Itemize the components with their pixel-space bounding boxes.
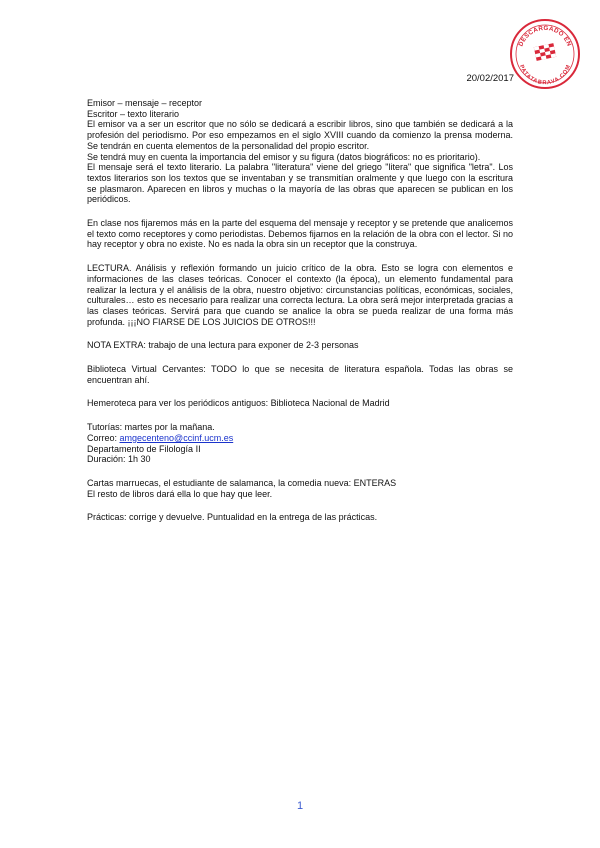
scheme-line-2: Escritor – texto literario (87, 108, 180, 119)
document-date: 20/02/2017 (466, 73, 514, 84)
practicas-line: Prácticas: corrige y devuelve. Puntualidad en la entrega de las prácticas. (87, 512, 378, 523)
page-number: 1 (296, 800, 304, 812)
departamento-line: Departamento de Filología II (87, 443, 201, 454)
emisor-paragraph: El emisor va a ser un escritor que no sólo se dedicará a escribir libros, sino que también se dedicará a la profesión del periodismo. Por eso empezamos en el siglo XVIII cuando da comienzo la prensa moderna. Se tendrán en cuenta elementos de la personalidad del propio escritor. (87, 119, 513, 151)
svg-text:PATATABRAVA.COM: PATATABRAVA.COM (517, 64, 573, 87)
obras-line-1: Cartas marruecas, el estudiante de salamanca, la comedia nueva: ENTERAS (87, 477, 397, 488)
scheme-line-1: Emisor – mensaje – receptor (87, 98, 203, 108)
tutorias-line: Tutorías: martes por la mañana. (87, 422, 215, 433)
clase-paragraph: En clase nos fijaremos más en la parte del esquema del mensaje y receptor y se pretende que analicemos el texto como receptores y como periodistas. Debemos fijarnos en la relación de la obra con el lector. Si no hay receptor y obra no existe. No es nada la obra sin un receptor que la construya. (87, 218, 513, 250)
mensaje-paragraph: El mensaje será el texto literario. La palabra "literatura" viene del griego "litera" que significa "letra". Los textos literarios son los textos que se inventaban y se transmitían oralmente y que luego con la escritura se plasmaron. Aparecen en libros y muchas o la mayoría de las obras que aparecen se publican en los periódicos. (87, 162, 513, 205)
hemeroteca-paragraph: Hemeroteca para ver los periódicos antiguos: Biblioteca Nacional de Madrid (87, 398, 390, 409)
email-link[interactable]: amgecenteno@ccinf.ucm.es (119, 432, 234, 443)
obras-line-2: El resto de libros dará ella lo que hay que leer. (87, 488, 273, 499)
biblioteca-paragraph: Biblioteca Virtual Cervantes: TODO lo que se necesita de literatura española. Todas las obras se encuentran ahí. (87, 364, 513, 385)
correo-label: Correo: (87, 432, 120, 443)
document-body (87, 98, 513, 523)
lectura-paragraph: LECTURA. Análisis y reflexión formando un juicio crítico de la obra. Esto se logra con elementos e informaciones de las clases teóricas. Conocer el contexto (la época), un elemento fundamental para realizar la lectura y el análisis de la obra, nuestro objetivo: circunstancias políticas, económicas, sociales, culturales… esto es necesario para realizar una correcta lectura. La obra será mejor interpretada gracias a las clases teóricas. Servirá para que cuando se analice la obra se pueda realizar de una forma más profunda. ¡¡¡NO FIARSE DE LOS JUICIOS DE OTROS!!! (87, 263, 513, 327)
download-stamp-logo (509, 18, 581, 90)
emisor-importance-paragraph: Se tendrá muy en cuenta la importancia del emisor y su figura (datos biográficos: no es prioritario). (87, 151, 481, 162)
nota-extra-paragraph: NOTA EXTRA: trabajo de una lectura para exponer de 2-3 personas (87, 340, 359, 351)
correo-line (87, 433, 513, 444)
svg-text:DESCARGADO EN: DESCARGADO EN (517, 24, 573, 48)
duracion-line: Duración: 1h 30 (87, 454, 151, 465)
flag-checker-icon (534, 43, 556, 61)
